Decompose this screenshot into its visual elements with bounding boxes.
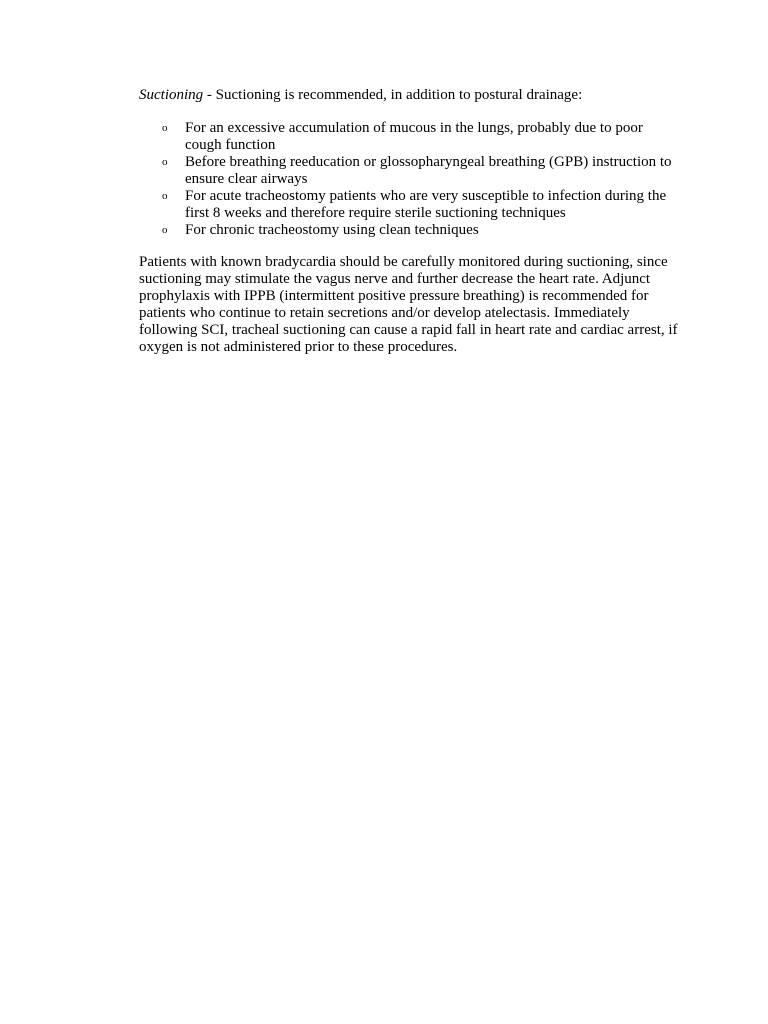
bullet-marker-icon: o	[162, 156, 168, 168]
bullet-marker-icon: o	[162, 190, 168, 202]
bullet-marker-icon: o	[162, 224, 168, 236]
list-item	[139, 188, 679, 222]
document-page	[139, 87, 679, 356]
list-item	[139, 222, 679, 239]
intro-text: - Suctioning is recommended, in addition to postural drainage:	[203, 87, 583, 103]
list-item-text: For acute tracheostomy patients who are very susceptible to infection during the first 8 weeks and therefore require sterile suctioning techniques	[185, 188, 667, 221]
list-item	[139, 120, 679, 154]
list-item	[139, 154, 679, 188]
list-item-text: Before breathing reeducation or glossopharyngeal breathing (GPB) instruction to ensure clear airways	[185, 154, 672, 187]
intro-line	[139, 87, 679, 104]
body-paragraph: Patients with known bradycardia should be carefully monitored during suctioning, since suctioning may stimulate the vagus nerve and further decrease the heart rate. Adjunct prophylaxis with IPPB (intermittent positive pressure breathing) is recommended for patients who continue to retain secretions and/or develop atelectasis. Immediately following SCI, tracheal suctioning can cause a rapid fall in heart rate and cardiac arrest, if oxygen is not administered prior to these procedures.	[139, 254, 678, 355]
bullet-marker-icon: o	[162, 122, 168, 134]
list-item-text: For an excessive accumulation of mucous in the lungs, probably due to poor cough function	[185, 120, 643, 153]
list-item-text: For chronic tracheostomy using clean techniques	[185, 222, 479, 238]
intro-term: Suctioning	[139, 87, 204, 103]
bullet-list	[139, 120, 679, 239]
